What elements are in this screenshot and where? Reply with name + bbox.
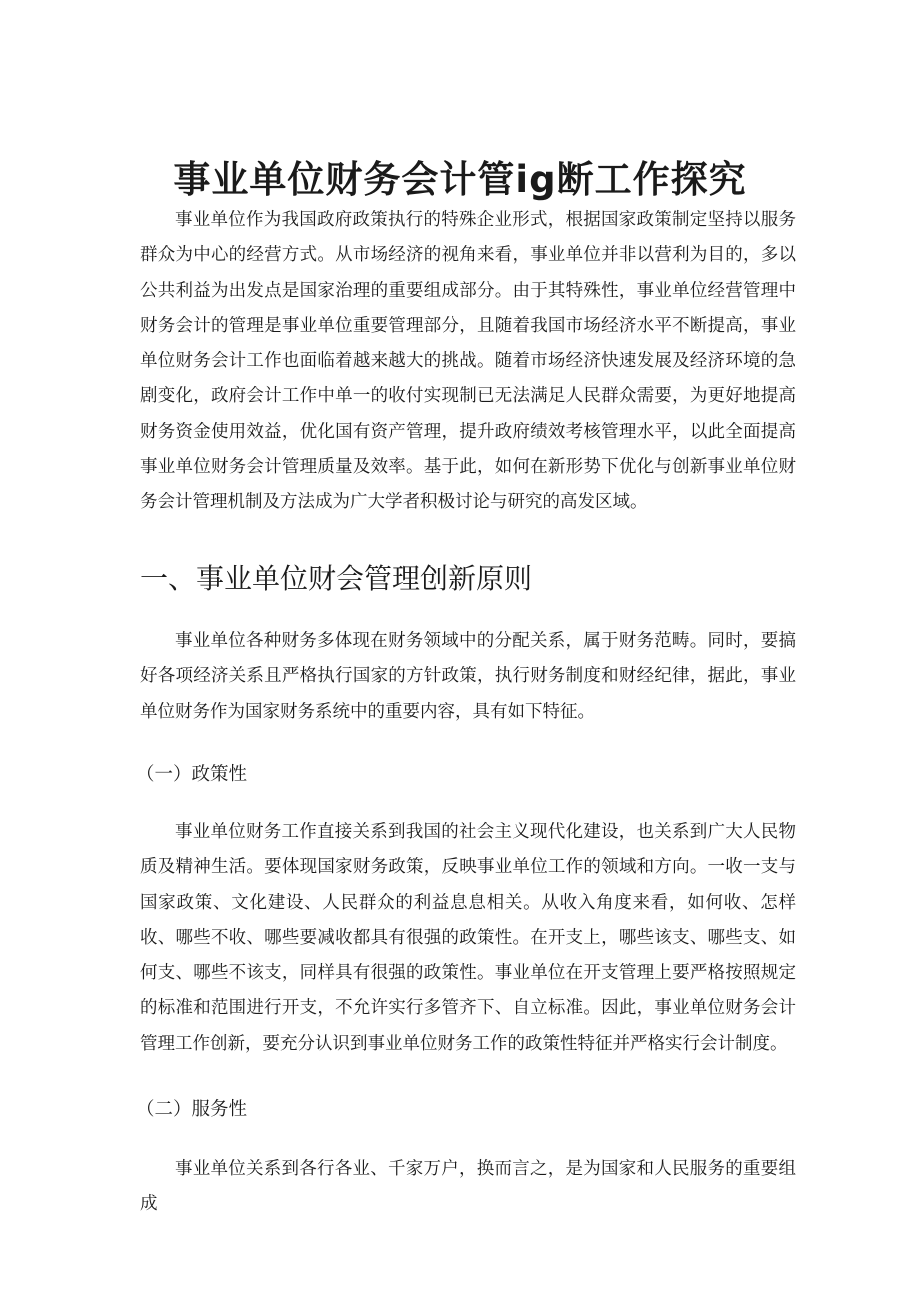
intro-paragraph: 事业单位作为我国政府政策执行的特殊企业形式，根据国家政策制定坚持以服务群众为中心的经营方式。从市场经济的视角来看，事业单位并非以营利为目的，多以公共利益为出发点是国家治理的重要组成部分。由于其特殊性，事业单位经营管理中财务会计的管理是事业单位重要管理部分，且随着我国市场经济水平不断提高，事业单位财务会计工作也面临着越来越大的挑战。随着市场经济快速发展及经济环境的急剧变化，政府会计工作中单一的收付实现制已无法满足人民群众需要，为更好地提高财务资金使用效益，优化国有资产管理，提升政府绩效考核管理水平，以此全面提高事业单位财务会计管理质量及效率。基于此，如何在新形势下优化与创新事业单位财务会计管理机制及方法成为广大学者积极讨论与研究的高发区域。 (140, 210, 796, 513)
subsection-heading-service: （二）服务性 (136, 1099, 248, 1120)
section-heading-1: 一、事业单位财会管理创新原则 (140, 562, 533, 595)
service-paragraph: 事业单位关系到各行各业、千家万户，换而言之，是为国家和人民服务的重要组成 (140, 1159, 796, 1215)
section-intro-paragraph: 事业单位各种财务多体现在财务领域中的分配关系，属于财务范畴。同时，要搞好各项经济关系且严格执行国家的方针政策，执行财务制度和财经纪律，据此，事业单位财务作为国家财务系统中的重要内容，具有如下特征。 (140, 631, 796, 722)
subsection-heading-policy: （一）政策性 (136, 764, 248, 785)
document-title: 事业单位财务会计管ig断工作探究 (173, 157, 747, 201)
policy-paragraph: 事业单位财务工作直接关系到我国的社会主义现代化建设，也关系到广大人民物质及精神生活。要体现国家财务政策，反映事业单位工作的领域和方向。一收一支与国家政策、文化建设、人民群众的利益息息相关。从收入角度来看，如何收、怎样收、哪些不收、哪些要减收都具有很强的政策性。在开支上，哪些该支、哪些支、如何支、哪些不该支，同样具有很强的政策性。事业单位在开支管理上要严格按照规定的标准和范围进行开支，不允许实行多管齐下、自立标准。因此，事业单位财务会计管理工作创新，要充分认识到事业单位财务工作的政策性特征并严格实行会计制度。 (140, 822, 796, 1054)
